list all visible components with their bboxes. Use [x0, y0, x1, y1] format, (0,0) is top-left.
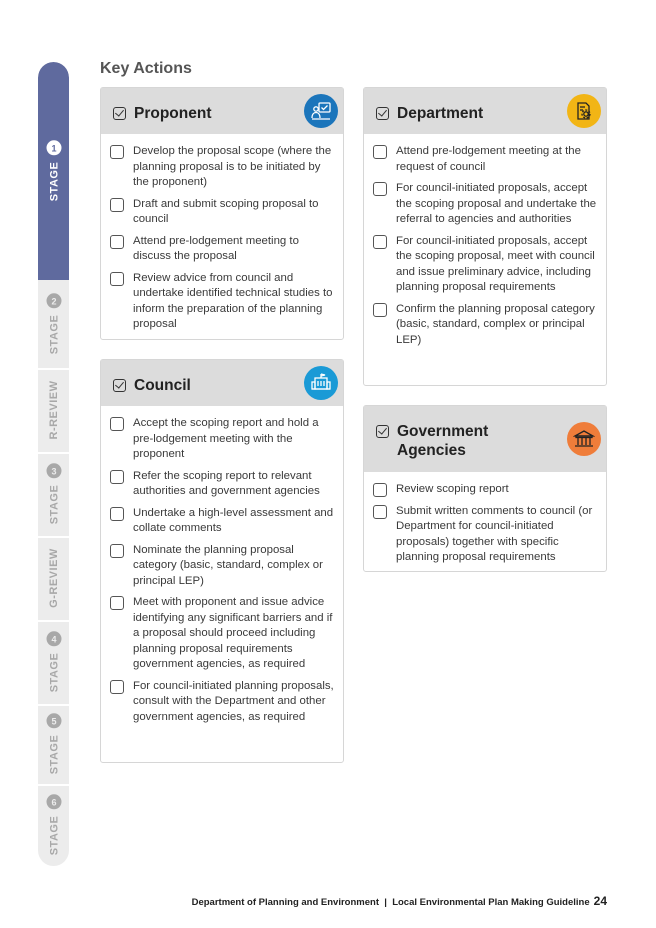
stage-label: STAGE	[47, 815, 60, 856]
stage-number: 5	[46, 714, 61, 729]
item-text: For council-initiated proposals, accept the scoping proposal and undertake the referral to agencies and authorities	[396, 182, 597, 225]
list-item[interactable]	[373, 504, 598, 566]
item-text: Meet with proponent and issue advice identifying any significant barriers and if a proposal should proceed including planning proposal requirements government agencies, as required	[133, 596, 333, 670]
document-gear-icon	[567, 94, 601, 128]
card-title	[397, 422, 488, 460]
council-card	[100, 359, 344, 763]
card-header	[101, 88, 343, 134]
stage-tab-3[interactable]	[38, 452, 69, 536]
stage-number: 3	[46, 464, 61, 479]
item-text: Nominate the planning proposal category (basic, standard, complex or principal LEP)	[133, 543, 323, 587]
card-title: Proponent	[134, 105, 212, 122]
checkbox[interactable]	[373, 483, 387, 497]
item-text: Review scoping report	[396, 483, 509, 495]
list-item[interactable]	[110, 506, 335, 537]
checkbox[interactable]	[373, 145, 387, 159]
stage-tab-g-review[interactable]	[38, 536, 69, 620]
stage-label: STAGE	[47, 734, 60, 775]
stage-label: STAGE	[47, 161, 60, 202]
stage-number: 6	[46, 795, 61, 810]
checkbox-checked-icon	[113, 379, 126, 392]
stage-tab-1[interactable]	[38, 62, 69, 280]
stage-tab-2[interactable]	[38, 280, 69, 368]
item-text: Refer the scoping report to relevant authorities and government agencies	[133, 469, 320, 497]
card-title: Department	[397, 105, 484, 122]
list-item[interactable]	[110, 416, 335, 463]
list-item[interactable]	[110, 197, 335, 228]
stage-label: STAGE	[47, 652, 60, 693]
person-checklist-icon	[304, 94, 338, 128]
list-item[interactable]	[110, 469, 335, 500]
stage-navigation	[38, 62, 69, 866]
stage-number: 2	[46, 294, 61, 309]
item-text: Develop the proposal scope (where the planning proposal is to be initiated by the proponent)	[133, 145, 332, 188]
stage-tab-6[interactable]	[38, 784, 69, 866]
list-item[interactable]	[110, 144, 335, 191]
list-item[interactable]	[373, 234, 598, 296]
stage-label: STAGE	[47, 484, 60, 525]
council-building-icon	[304, 366, 338, 400]
stage-number: 4	[46, 632, 61, 647]
checkbox[interactable]	[110, 272, 124, 286]
checkbox[interactable]	[110, 544, 124, 558]
card-body	[364, 134, 606, 358]
card-title: Council	[134, 377, 191, 394]
government-building-icon	[567, 422, 601, 456]
list-item[interactable]	[110, 234, 335, 265]
item-text: For council-initiated planning proposals, consult with the Department and other government agencies, as required	[133, 679, 334, 723]
card-header	[364, 406, 606, 472]
item-text: Review advice from council and undertake identified technical studies to inform the preparation of the planning proposal	[133, 271, 333, 330]
card-title-line-1: Government	[397, 423, 489, 440]
card-title-line-2: Agencies	[397, 442, 466, 459]
checkbox[interactable]	[110, 198, 124, 212]
checkbox[interactable]	[373, 505, 387, 519]
stage-tab-r-review[interactable]	[38, 368, 69, 452]
checkbox[interactable]	[373, 182, 387, 196]
list-item[interactable]	[373, 302, 598, 349]
list-item[interactable]	[110, 271, 335, 333]
item-text: Confirm the planning proposal category (basic, standard, complex or principal LEP)	[396, 302, 595, 346]
list-item[interactable]	[110, 595, 335, 673]
item-text: Submit written comments to council (or Department for council-initiated proposals) together with specific planning proposal requirements	[396, 504, 593, 563]
stage-tab-4[interactable]	[38, 620, 69, 704]
card-header	[101, 360, 343, 406]
list-item[interactable]	[110, 679, 335, 726]
checkbox[interactable]	[373, 235, 387, 249]
checkbox-checked-icon	[376, 107, 389, 120]
stage-label: G-REVIEW	[47, 548, 60, 608]
item-text: Draft and submit scoping proposal to council	[133, 197, 319, 225]
department-card	[363, 87, 607, 386]
checkbox[interactable]	[110, 680, 124, 694]
stage-label: STAGE	[47, 314, 60, 355]
checkbox[interactable]	[373, 303, 387, 317]
checkbox[interactable]	[110, 507, 124, 521]
checkbox[interactable]	[110, 145, 124, 159]
government-agencies-card	[363, 405, 607, 572]
list-item[interactable]	[373, 482, 598, 498]
page-footer	[192, 894, 607, 908]
proponent-card	[100, 87, 344, 340]
card-header	[364, 88, 606, 134]
checkbox-checked-icon	[113, 107, 126, 120]
item-text: Undertake a high-level assessment and collate comments	[133, 506, 334, 534]
list-item[interactable]	[373, 181, 598, 228]
item-text: Attend pre-lodgement meeting to discuss the proposal	[133, 234, 299, 262]
checkbox[interactable]	[110, 235, 124, 249]
card-body	[101, 406, 343, 735]
checkbox[interactable]	[110, 470, 124, 484]
checkbox-checked-icon	[376, 425, 389, 438]
checkbox[interactable]	[110, 596, 124, 610]
list-item[interactable]	[373, 144, 598, 175]
page-title: Key Actions	[100, 60, 192, 77]
list-item[interactable]	[110, 543, 335, 590]
stage-number: 1	[46, 141, 61, 156]
item-text: For council-initiated proposals, accept the scoping proposal, meet with council and issue preliminary advice, including planning proposal requirements	[396, 234, 595, 293]
item-text: Attend pre-lodgement meeting at the request of council	[396, 145, 581, 173]
card-body	[101, 134, 343, 343]
stage-label: R-REVIEW	[47, 380, 60, 440]
item-text: Accept the scoping report and hold a pre-lodgement meeting with the proponent	[133, 417, 319, 460]
page-number: 24	[593, 894, 607, 908]
footer-text: Department of Planning and Environment | Local Environmental Plan Making Guideline	[191, 897, 590, 908]
card-body	[364, 472, 606, 576]
stage-tab-5[interactable]	[38, 704, 69, 784]
checkbox[interactable]	[110, 417, 124, 431]
